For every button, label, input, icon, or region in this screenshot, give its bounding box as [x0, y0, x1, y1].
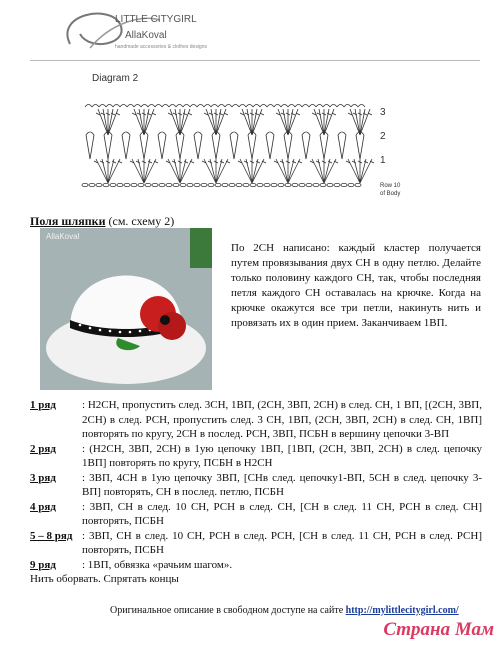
row-label: 1 ряд: [30, 399, 56, 411]
section-title-bold: Поля шляпки: [30, 214, 106, 228]
row-text: : 3ВП, 4СН в 1ую цепочку 3ВП, [СНв след. цепочку1-ВП, 5СН в след. цепочку 3-ВП] повторять, СН в послед. петлю, ПСБН: [82, 471, 482, 498]
diagram-row-number: 2: [380, 131, 386, 142]
crochet-diagram: [80, 85, 425, 210]
body-row-label: of Body: [380, 191, 401, 197]
site-watermark: Страна Мам: [383, 619, 494, 640]
row-text: : 1ВП, обвязка «рачьим шагом».: [82, 558, 233, 571]
diagram-title: Diagram 2: [92, 73, 139, 84]
row-item: [30, 558, 482, 573]
row-label: 5 – 8 ряд: [30, 529, 73, 542]
row-label: 3 ряд: [30, 471, 56, 484]
footer-text: Оригинальное описание в свободном доступе на сайте: [110, 605, 346, 616]
finish-text: Нить оборвать. Спрятать концы: [30, 573, 179, 585]
row-text: : Н2СН, пропустить след. 3СН, 1ВП, (2СН, 3ВП, 2СН) в след. СН, 1 ВП, [(2СН, 3ВП, 2СН) в след. РСН, пропустить след. 3 СН, 1ВП, (2СН, 3ВП, 2СН) в след. СН, 1ВП] повторять по кругу, 2СН в послед. РСН, 3ВП, ПСБН в вершину цепочки 3-ВП: [82, 399, 482, 440]
section-title-note: (см. схему 2): [105, 214, 175, 228]
description-text: По 2СН написано: каждый кластер получается путем провязывания двух СН в одну петлю. Делайте только половину каждого СН, так, чтобы последняя петля каждого СН оставалась на крючке. Когда на крючке окажутся все три петли, накинуть нить и провязать их в один прием. Заканчиваем 1ВП.: [231, 242, 481, 329]
row-item: [30, 529, 482, 558]
row-item: [30, 442, 482, 471]
logo-author: AllaKoval: [125, 30, 167, 41]
body-row-label: Row 10: [380, 183, 401, 189]
logo-tagline: handmade accessories & clothes designs: [115, 44, 207, 50]
row-text: : (Н2СН, 3ВП, 2СН) в 1ую цепочку 1ВП, [1ВП, (2СН, 3ВП, 2СН) в след. цепочку 1ВП] повторять по кругу, ПСБН в Н2СН: [82, 442, 482, 469]
photo-watermark: AllaKoval: [46, 232, 80, 241]
row-text: : 3ВП, СН в след. 10 СН, РСН в след. СН, [СН в след. 11 СН, РСН в след. СН] повторять, ПСБН: [82, 500, 482, 527]
row-item: [30, 500, 482, 529]
site-link[interactable]: http://mylittlecitygirl.com/: [345, 605, 459, 616]
header-divider: [30, 60, 480, 61]
hat-image-icon: [40, 228, 212, 390]
diagram-row-number: 1: [380, 155, 386, 166]
section-title: [30, 214, 174, 229]
row-label: 4 ряд: [30, 500, 56, 513]
diagram-row-number: 3: [380, 107, 386, 118]
row-label: 9 ряд: [30, 558, 56, 571]
header-logo: [30, 0, 480, 60]
row-item: [30, 398, 482, 442]
hat-photo: [40, 228, 212, 390]
logo-brand: LITTLE CITYGIRL: [115, 14, 197, 25]
footer-note: [110, 605, 459, 616]
row-text: : 3ВП, СН в след. 10 СН, РСН в след. РСН, [СН в след. 11 СН, РСН в след. РСН] повторять, ПСБН: [82, 529, 482, 556]
row-label: 2 ряд: [30, 442, 56, 455]
rows-list: [30, 398, 482, 587]
row-item: [30, 471, 482, 500]
